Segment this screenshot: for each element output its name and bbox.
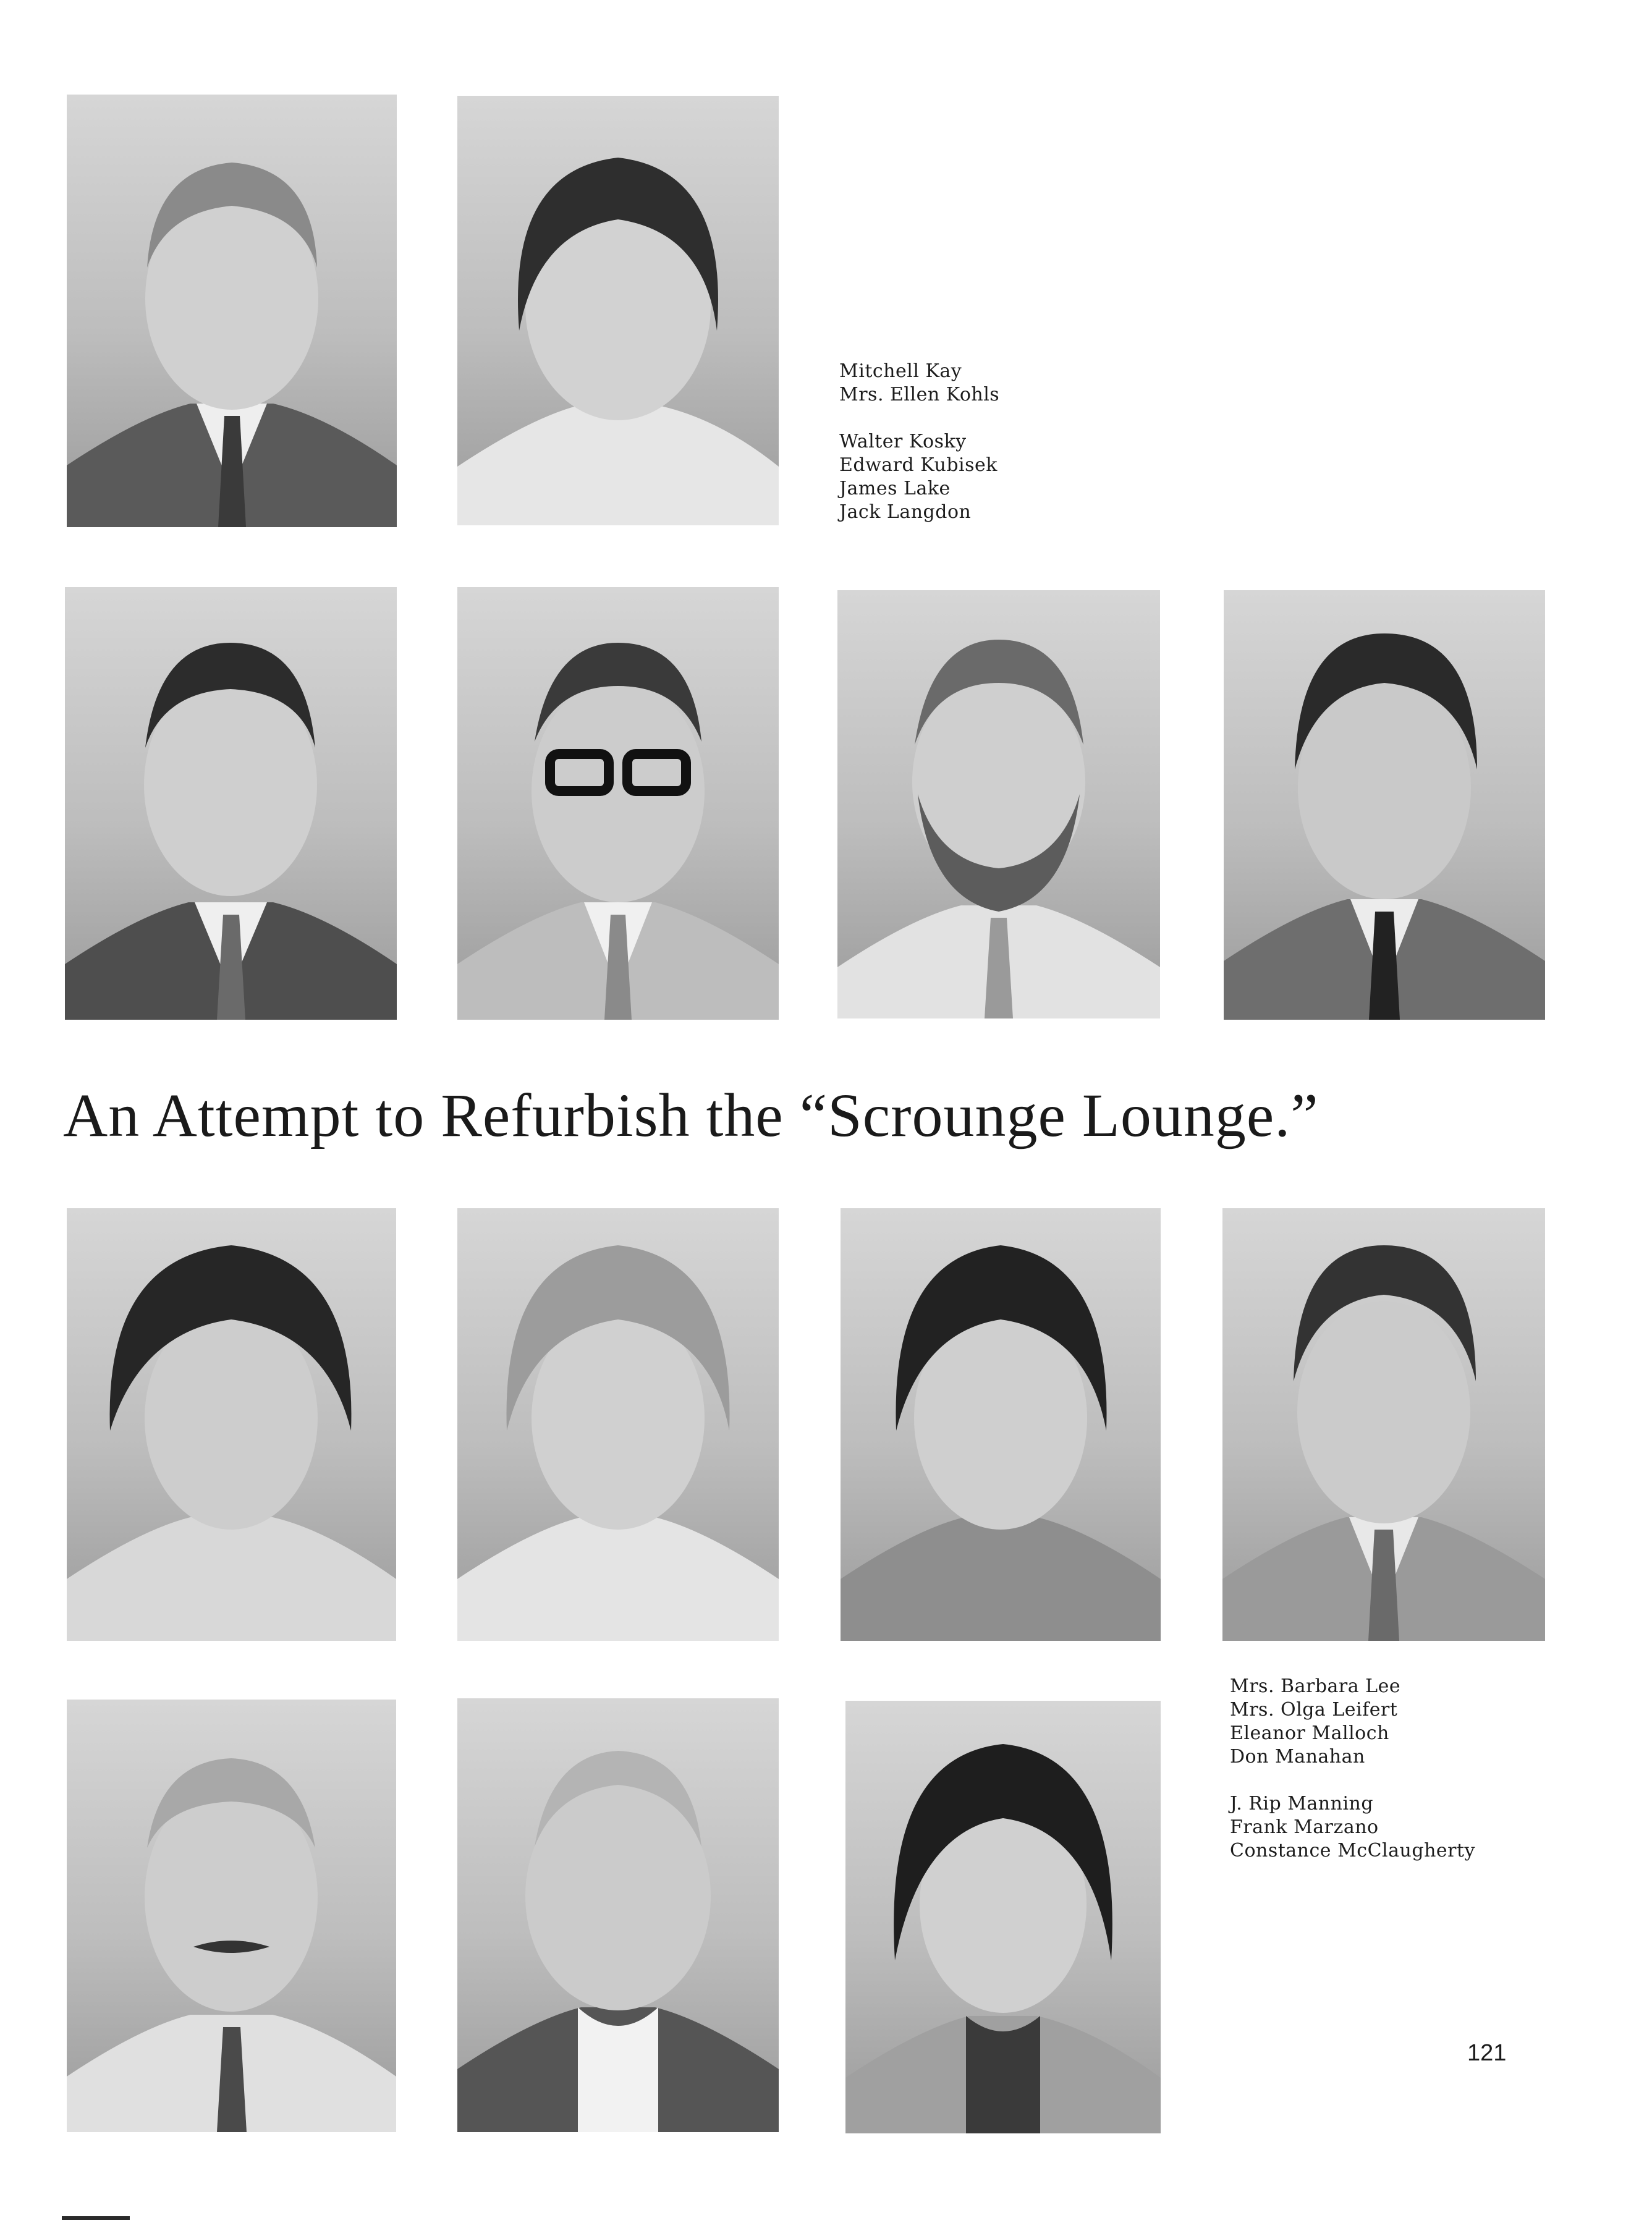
portrait-silhouette xyxy=(457,1208,779,1641)
caption-name: Eleanor Malloch xyxy=(1230,1722,1389,1744)
caption-name: Mrs. Ellen Kohls xyxy=(839,384,1000,405)
page-number: 121 xyxy=(1467,2040,1507,2066)
portrait-silhouette xyxy=(1224,590,1545,1020)
bottom-rule xyxy=(62,2216,130,2220)
portrait-constance-mcclaugherty xyxy=(845,1701,1161,2133)
portrait-james-lake xyxy=(837,590,1160,1018)
portrait-silhouette xyxy=(67,95,397,527)
portrait-mitchell-kay xyxy=(67,95,397,527)
portrait-frank-marzano xyxy=(457,1698,779,2132)
portrait-rip-manning xyxy=(67,1700,396,2132)
caption-bottom xyxy=(1230,1675,1475,1863)
caption-name: James Lake xyxy=(839,478,951,499)
portrait-silhouette xyxy=(457,96,779,525)
caption-name: Edward Kubisek xyxy=(839,454,998,476)
portrait-silhouette xyxy=(1222,1208,1545,1641)
portrait-silhouette xyxy=(67,1700,396,2132)
portrait-walter-kosky xyxy=(65,587,397,1020)
portrait-silhouette xyxy=(67,1208,396,1641)
caption-name: J. Rip Manning xyxy=(1230,1793,1374,1814)
portrait-silhouette xyxy=(457,1698,779,2132)
portrait-silhouette xyxy=(837,590,1160,1018)
caption-name: Don Manahan xyxy=(1230,1746,1365,1768)
portrait-barbara-lee xyxy=(67,1208,396,1641)
portrait-edward-kubisek xyxy=(457,587,779,1020)
caption-name: Jack Langdon xyxy=(839,501,972,523)
page-headline: An Attempt to Refurbish the “Scrounge Lounge.” xyxy=(63,1081,1319,1150)
portrait-don-manahan xyxy=(1222,1208,1545,1641)
portrait-ellen-kohls xyxy=(457,96,779,525)
portrait-silhouette xyxy=(841,1208,1161,1641)
caption-name: Mrs. Barbara Lee xyxy=(1230,1675,1401,1697)
caption-name: Frank Marzano xyxy=(1230,1816,1379,1838)
portrait-eleanor-malloch xyxy=(841,1208,1161,1641)
portrait-silhouette xyxy=(65,587,397,1020)
caption-name: Mrs. Olga Leifert xyxy=(1230,1699,1398,1721)
portrait-silhouette xyxy=(457,587,779,1020)
caption-name: Constance McClaugherty xyxy=(1230,1840,1475,1861)
caption-name: Walter Kosky xyxy=(839,431,967,452)
portrait-silhouette xyxy=(845,1701,1161,2133)
caption-name: Mitchell Kay xyxy=(839,360,962,382)
caption-top xyxy=(839,360,999,524)
portrait-olga-leifert xyxy=(457,1208,779,1641)
portrait-jack-langdon xyxy=(1224,590,1545,1020)
